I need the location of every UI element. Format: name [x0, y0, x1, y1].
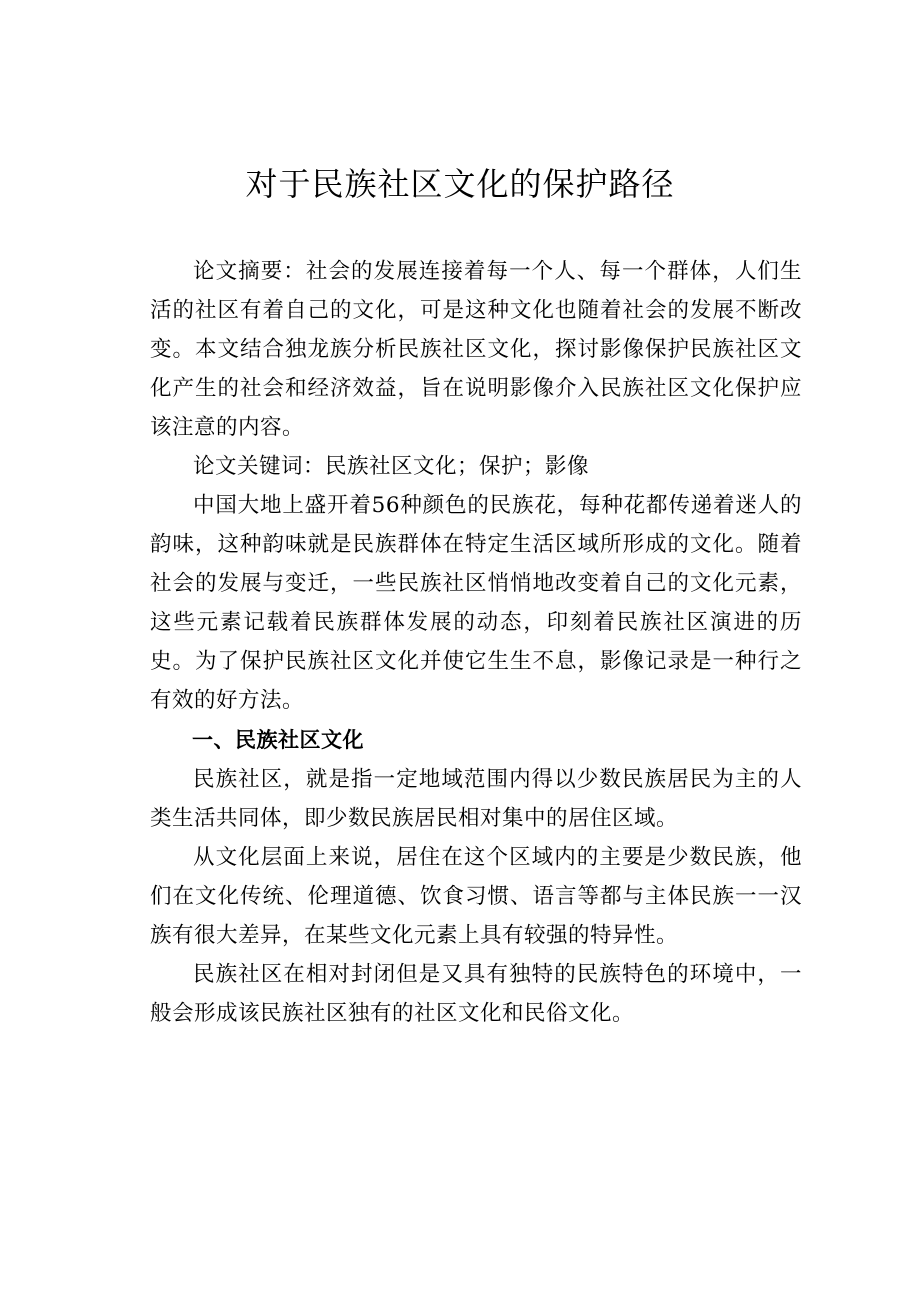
keywords-paragraph: 论文关键词：民族社区文化；保护；影像: [193, 454, 590, 479]
section-heading: 一、民族社区文化: [192, 728, 364, 752]
document-body: [150, 252, 802, 1033]
section-paragraph-2: 从文化层面上来说，居住在这个区域内的主要是少数民族，他们在文化传统、伦理道德、饮食习惯、语言等都与主体民族一一汉族有很大差异，在某些文化元素上具有较强的特异性。: [150, 845, 802, 948]
intro-paragraph: 中国大地上盛开着56种颜色的民族花，每种花都传递着迷人的韵味，这种韵味就是民族群体在特定生活区域所形成的文化。随着社会的发展与变迁，一些民族社区悄悄地改变着自己的文化元素，这些元素记载着民族群体发展的动态，印刻着民族社区演进的历史。为了保护民族社区文化并使它生生不息，影像记录是一种行之有效的好方法。: [150, 493, 802, 713]
abstract-paragraph: 论文摘要：社会的发展连接着每一个人、每一个群体，人们生活的社区有着自己的文化，可是这种文化也随着社会的发展不断改变。本文结合独龙族分析民族社区文化，探讨影像保护民族社区文化产生的社会和经济效益，旨在说明影像介入民族社区文化保护应该注意的内容。: [150, 259, 802, 440]
document-title: 对于民族社区文化的保护路径: [245, 165, 675, 203]
section-paragraph-1: 民族社区，就是指一定地域范围内得以少数民族居民为主的人类生活共同体，即少数民族居民相对集中的居住区域。: [150, 767, 802, 831]
section-paragraph-3: 民族社区在相对封闭但是又具有独特的民族特色的环境中，一般会形成该民族社区独有的社区文化和民俗文化。: [150, 962, 802, 1026]
